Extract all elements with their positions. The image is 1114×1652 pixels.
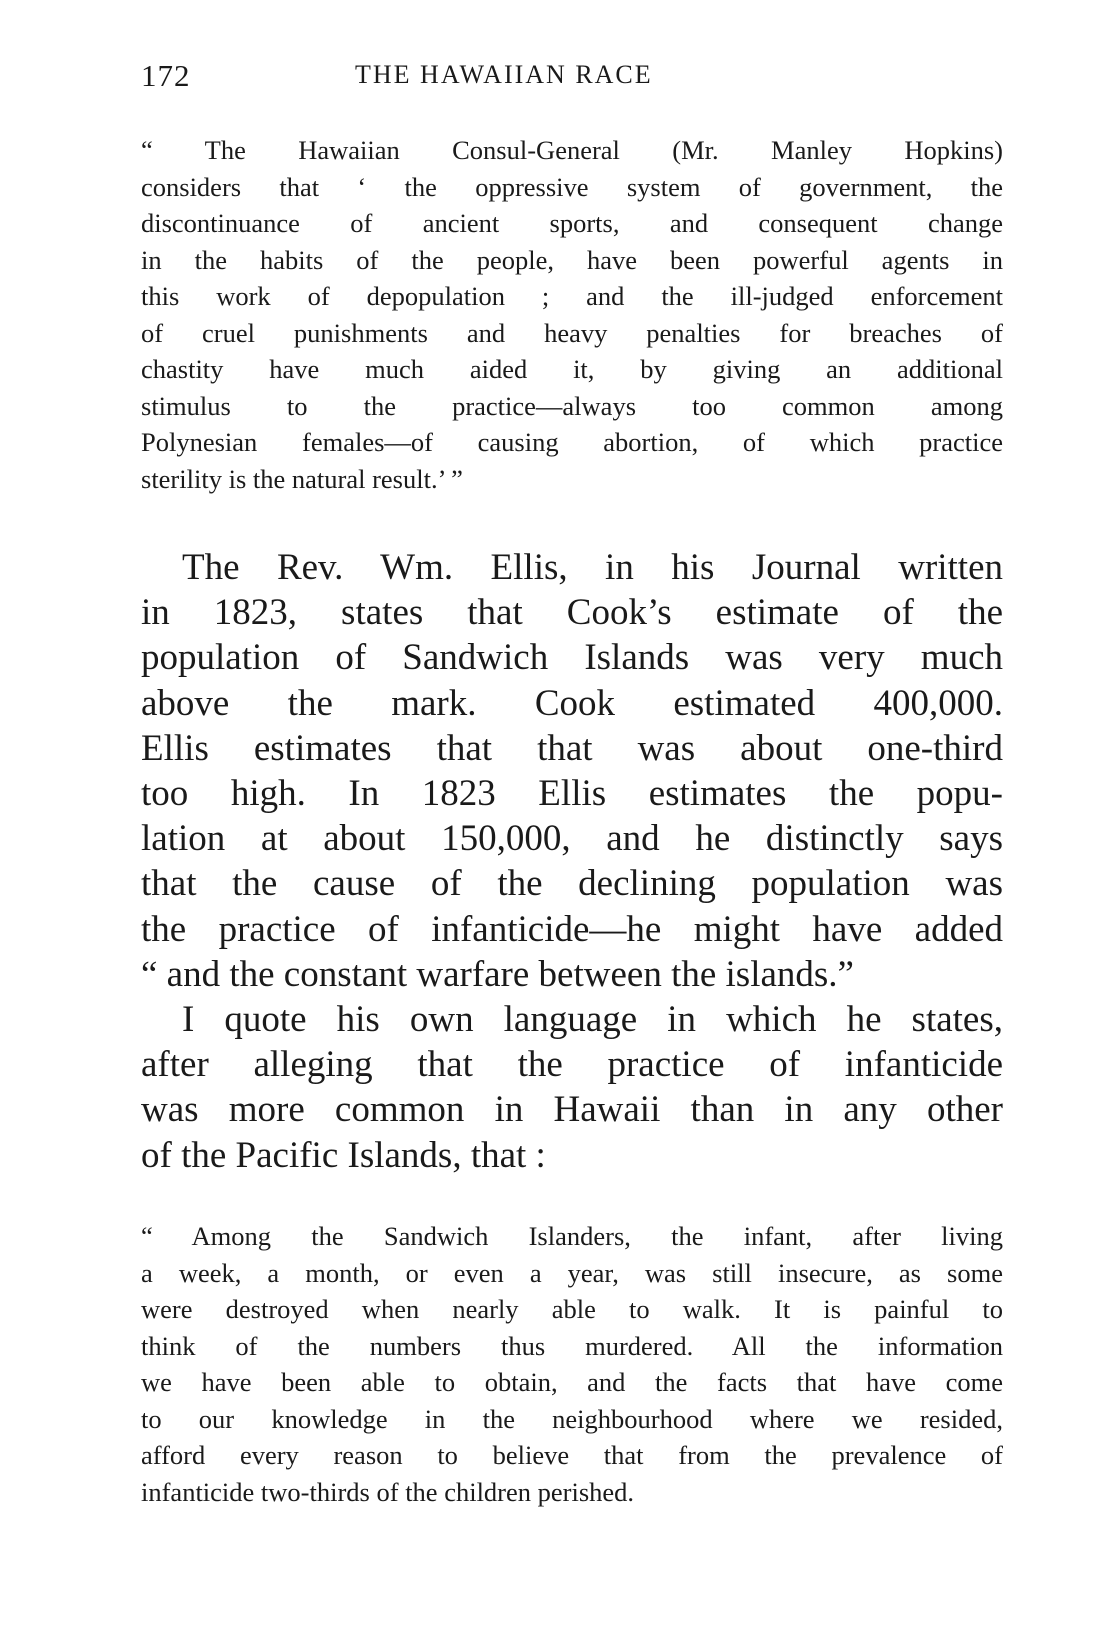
body-line: of the Pacific Islands, that : — [141, 1134, 546, 1176]
quote-line: of cruel punishments and heavy penalties for breaches of — [141, 317, 1003, 348]
body-paragraphs — [141, 545, 1003, 1178]
quote-line: chastity have much aided it, by giving an additional — [141, 354, 1003, 384]
body-line: above the mark. Cook estimated 400,000. — [141, 682, 1003, 724]
quote-line: in the habits of the people, have been powerful agents in — [141, 244, 1003, 275]
quote-line: Polynesian females—of causing abortion, of which practice — [141, 427, 1003, 457]
body-line: The Rev. Wm. Ellis, in his Journal written — [182, 547, 1003, 588]
quote-line: discontinuance of ancient sports, and consequent change — [141, 208, 1003, 238]
body-line: I quote his own language in which he states, — [182, 999, 1003, 1041]
quote-line: considers that ‘ the oppressive system of government, the — [141, 171, 1003, 202]
quote-line: a week, a month, or even a year, was still insecure, as some — [141, 1257, 1003, 1288]
quote-line: infanticide two-thirds of the children perished. — [141, 1476, 635, 1507]
body-line: that the cause of the declining population was — [141, 863, 1003, 905]
quote-line: this work of depopulation ; and the ill-judged enforcement — [141, 281, 1003, 311]
running-head — [141, 58, 1003, 98]
quote-line: sterility is the natural result.’ ” — [141, 463, 463, 494]
quote-line: to our knowledge in the neighbourhood where we resided, — [141, 1403, 1003, 1434]
page-number: 172 — [141, 58, 191, 93]
quote-line: we have been able to obtain, and the facts that have come — [141, 1367, 1003, 1397]
body-line: population of Sandwich Islands was very much — [141, 637, 1003, 679]
quote-line: “ The Hawaiian Consul-General (Mr. Manley Hopkins) — [141, 135, 1003, 165]
body-line: lation at about 150,000, and he distinctly says — [141, 818, 1003, 860]
body-line: in 1823, states that Cook’s estimate of the — [141, 592, 1003, 634]
block-quote-ellis — [141, 1218, 1003, 1510]
quote-line: were destroyed when nearly able to walk. It is painful to — [141, 1294, 1003, 1324]
body-line: Ellis estimates that that was about one-third — [141, 727, 1003, 769]
quote-line: stimulus to the practice—always too common among — [141, 390, 1003, 421]
body-line: the practice of infanticide—he might have added — [141, 908, 1003, 950]
quote-line: think of the numbers thus murdered. All the information — [141, 1330, 1003, 1361]
body-line: was more common in Hawaii than in any other — [141, 1089, 1003, 1131]
body-line: too high. In 1823 Ellis estimates the popu- — [141, 773, 1003, 815]
body-line: “ and the constant warfare between the islands.” — [141, 953, 854, 995]
block-quote-hopkins — [141, 132, 1003, 497]
quote-line: afford every reason to believe that from the prevalence of — [141, 1440, 1003, 1470]
quote-line: “ Among the Sandwich Islanders, the infant, after living — [141, 1221, 1003, 1251]
running-title: THE HAWAIIAN RACE — [355, 60, 653, 89]
body-line: after alleging that the practice of infanticide — [141, 1044, 1003, 1086]
